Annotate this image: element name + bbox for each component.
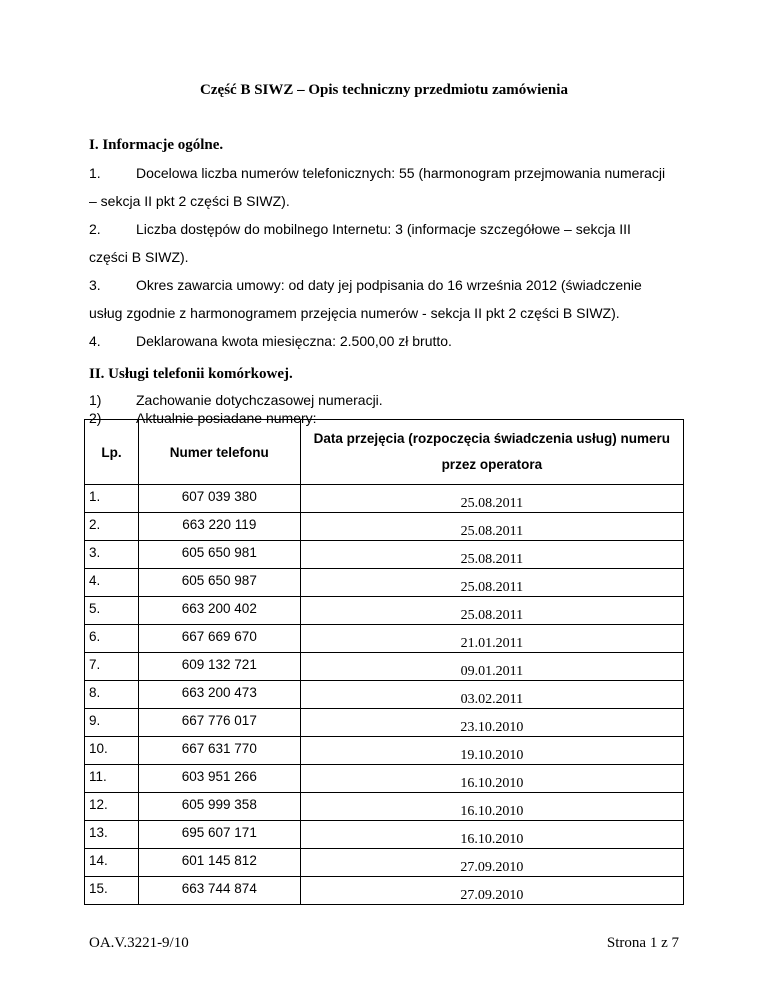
cell-date: 27.09.2010 — [300, 877, 683, 905]
cell-lp: 3. — [85, 541, 139, 569]
item-text-line1: Docelowa liczba numerów telefonicznych: 55 (harmonogram przejmowania numeracji — [136, 165, 666, 181]
cell-number: 667 669 670 — [138, 625, 300, 653]
list-item-3 — [89, 271, 679, 327]
header-date-line1: Data przejęcia (rozpoczęcia świadczenia usług) numeru — [313, 431, 671, 446]
item-text: Aktualnie posiadane numery: — [136, 410, 317, 426]
cell-date: 25.08.2011 — [300, 513, 683, 541]
cell-date: 25.08.2011 — [300, 569, 683, 597]
table-row — [85, 597, 684, 625]
cell-number: 601 145 812 — [138, 849, 300, 877]
item-text-line2: usług zgodnie z harmonogramem przejęcia numerów - sekcja II pkt 2 części B SIWZ). — [89, 305, 620, 321]
list-item-1 — [89, 159, 679, 215]
cell-number: 605 650 981 — [138, 541, 300, 569]
item-text-line1: Liczba dostępów do mobilnego Internetu: 3 (informacje szczegółowe – sekcja III — [136, 221, 631, 237]
cell-number: 603 951 266 — [138, 765, 300, 793]
cell-date: 25.08.2011 — [300, 597, 683, 625]
item-number: 3. — [89, 277, 101, 293]
item-text: Zachowanie dotychczasowej numeracji. — [136, 392, 383, 408]
cell-lp: 5. — [85, 597, 139, 625]
table-row — [85, 793, 684, 821]
cell-lp: 12. — [85, 793, 139, 821]
header-number: Numer telefonu — [138, 420, 300, 485]
cell-lp: 11. — [85, 765, 139, 793]
item-text-line2: części B SIWZ). — [89, 249, 189, 265]
cell-lp: 8. — [85, 681, 139, 709]
cell-lp: 2. — [85, 513, 139, 541]
list-item-4 — [89, 327, 679, 355]
list-item-2 — [89, 215, 679, 271]
item-text-line1: Deklarowana kwota miesięczna: 2.500,00 zł brutto. — [136, 333, 452, 349]
cell-number: 663 200 402 — [138, 597, 300, 625]
cell-number: 695 607 171 — [138, 821, 300, 849]
table-row — [85, 485, 684, 513]
cell-number: 667 776 017 — [138, 709, 300, 737]
phone-numbers-table — [84, 419, 684, 905]
cell-lp: 6. — [85, 625, 139, 653]
cell-lp: 10. — [85, 737, 139, 765]
cell-number: 663 200 473 — [138, 681, 300, 709]
cell-number: 605 999 358 — [138, 793, 300, 821]
cell-lp: 4. — [85, 569, 139, 597]
table-row — [85, 849, 684, 877]
cell-lp: 14. — [85, 849, 139, 877]
cell-date: 27.09.2010 — [300, 849, 683, 877]
cell-number: 607 039 380 — [138, 485, 300, 513]
item-number: 4. — [89, 333, 101, 349]
cell-lp: 7. — [85, 653, 139, 681]
table-row — [85, 709, 684, 737]
table-row — [85, 877, 684, 905]
page-number: Strona 1 z 7 — [606, 935, 679, 951]
item-text-line2: – sekcja II pkt 2 części B SIWZ). — [89, 193, 290, 209]
section-heading-general: I. Informacje ogólne. — [89, 137, 224, 153]
cell-date: 16.10.2010 — [300, 821, 683, 849]
header-date-line2: przez operatora — [441, 457, 543, 472]
document-reference: OA.V.3221-9/10 — [89, 935, 189, 951]
cell-date: 19.10.2010 — [300, 737, 683, 765]
cell-lp: 13. — [85, 821, 139, 849]
cell-date: 21.01.2011 — [300, 625, 683, 653]
cell-number: 663 744 874 — [138, 877, 300, 905]
table-row — [85, 653, 684, 681]
header-date — [300, 420, 683, 485]
table-row — [85, 625, 684, 653]
header-lp: Lp. — [85, 420, 139, 485]
item-text-line1: Okres zawarcia umowy: od daty jej podpisania do 16 września 2012 (świadczenie — [136, 277, 642, 293]
cell-number: 609 132 721 — [138, 653, 300, 681]
table-row — [85, 737, 684, 765]
cell-lp: 15. — [85, 877, 139, 905]
table-row — [85, 541, 684, 569]
cell-lp: 9. — [85, 709, 139, 737]
cell-date: 25.08.2011 — [300, 541, 683, 569]
cell-date: 16.10.2010 — [300, 765, 683, 793]
item-number: 2. — [89, 221, 101, 237]
cell-number: 667 631 770 — [138, 737, 300, 765]
cell-date: 09.01.2011 — [300, 653, 683, 681]
table-header-row — [85, 420, 684, 485]
table-row — [85, 765, 684, 793]
table-row — [85, 569, 684, 597]
cell-date: 25.08.2011 — [300, 485, 683, 513]
section-heading-mobile: II. Usługi telefonii komórkowej. — [89, 366, 293, 382]
cell-date: 23.10.2010 — [300, 709, 683, 737]
table-row — [85, 513, 684, 541]
document-title: Część B SIWZ – Opis techniczny przedmiotu zamówienia — [200, 82, 568, 98]
item-number: 1) — [89, 392, 102, 408]
cell-date: 16.10.2010 — [300, 793, 683, 821]
cell-lp: 1. — [85, 485, 139, 513]
item-number: 1. — [89, 165, 101, 181]
table-row — [85, 821, 684, 849]
cell-number: 605 650 987 — [138, 569, 300, 597]
item-number: 2) — [89, 410, 102, 426]
table-row — [85, 681, 684, 709]
cell-date: 03.02.2011 — [300, 681, 683, 709]
cell-number: 663 220 119 — [138, 513, 300, 541]
